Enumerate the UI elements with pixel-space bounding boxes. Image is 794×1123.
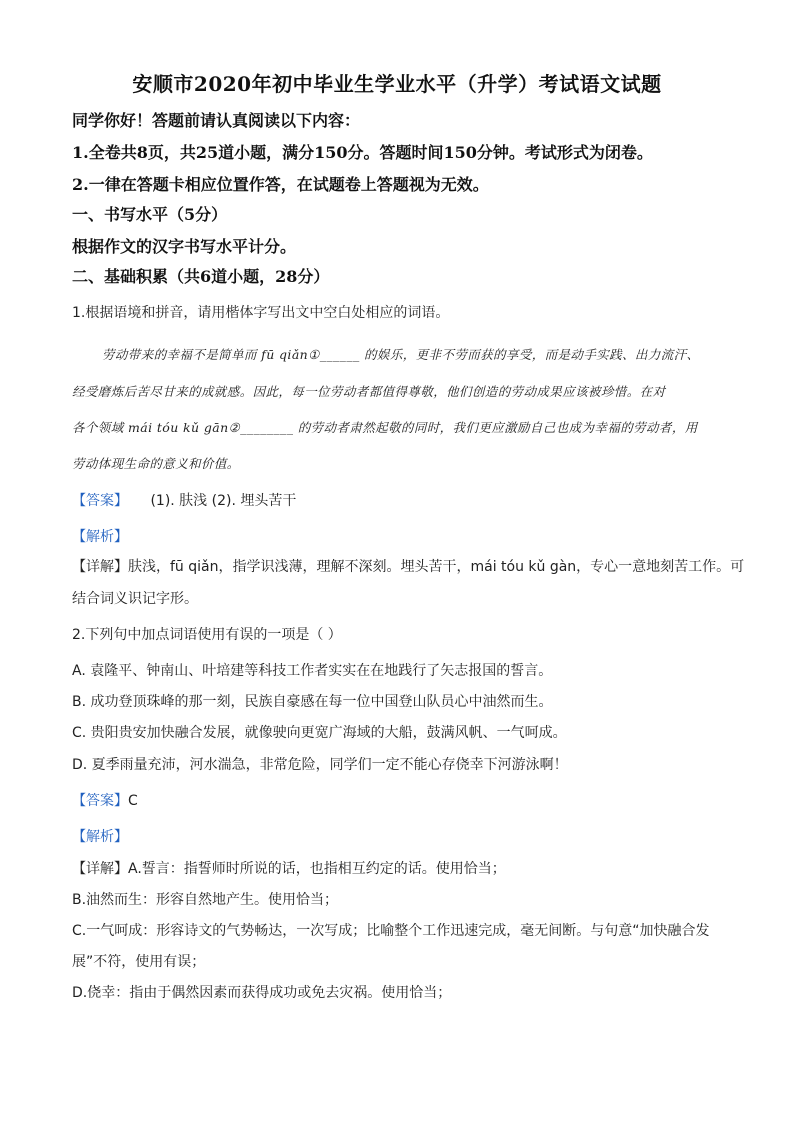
section-1-text: 根据作文的汉字书写水平计分。: [72, 237, 297, 256]
passage-line-3-a: 各个领域 mái tóu kǔ gān②: [72, 420, 241, 435]
passage-line-2: 经受磨炼后苦尽甘来的成就感。因此，每一位劳动者都值得尊敬，他们创造的劳动成果应该被珍惜。在对: [72, 384, 666, 399]
question-1-detail-line-2: 结合词义识记字形。: [72, 591, 198, 607]
passage-line-3-c: 的劳动者肃然起敬的同时，我们更应激励自己也成为幸福的劳动者，用: [293, 420, 698, 435]
answer-text: (1). 肤浅 (2). 埋头苦干: [150, 493, 297, 509]
passage-line-3: [72, 418, 698, 436]
intro-rule-1: 1.全卷共8页，共25道小题，满分150分。答题时间150分钟。考试形式为闭卷。: [72, 143, 653, 162]
answer-label: 【答案】: [72, 493, 128, 509]
question-2-option-d: D. 夏季雨量充沛，河水湍急，非常危险，同学们一定不能心存侥幸下河游泳啊！: [72, 757, 568, 773]
analysis-label: 【解析】: [72, 529, 128, 545]
question-1-detail-line-1: 【详解】肤浅，fū qiǎn，指学识浅薄，理解不深刻。埋头苦干，mái tóu kǔ gàn，专心一意地刻苦工作。可: [72, 559, 745, 575]
answer-text: C: [128, 793, 138, 809]
question-1-answer: [72, 490, 296, 510]
section-1-heading: 一、书写水平（5分）: [72, 205, 228, 224]
passage-line-1: [102, 345, 699, 363]
passage-line-1-a: 劳动带来的幸福不是简单而 fū qiǎn①: [102, 347, 320, 362]
question-2-detail-d: D.侥幸：指由于偶然因素而获得成功或免去灾祸。使用恰当；: [72, 985, 452, 1001]
answer-label: 【答案】: [72, 793, 128, 809]
question-2-detail-b: B.油然而生：形容自然地产生。使用恰当；: [72, 892, 339, 908]
page-title: 安顺市2020年初中毕业生学业水平（升学）考试语文试题: [132, 72, 662, 96]
blank-1: ______: [319, 347, 360, 362]
passage-line-1-c: 的娱乐，更非不劳而获的享受，而是动手实践、出力流汗、: [359, 347, 700, 362]
question-2-detail-c-line-1: C.一气呵成：形容诗文的气势畅达，一次写成；比喻整个工作迅速完成，毫无间断。与句意“加快融合发: [72, 923, 710, 939]
intro-rule-2: 2.一律在答题卡相应位置作答，在试题卷上答题视为无效。: [72, 175, 489, 194]
question-2-option-a: A. 袁隆平、钟南山、叶培建等科技工作者实实在在地践行了矢志报国的誓言。: [72, 663, 553, 679]
question-2-stem: 2.下列句中加点词语使用有误的一项是（ ）: [72, 627, 342, 643]
question-2-detail-a: 【详解】A.誓言：指誓师时所说的话，也指相互约定的话。使用恰当；: [72, 861, 506, 877]
section-2-heading: 二、基础积累（共6道小题，28分）: [72, 267, 330, 286]
intro-greeting: 同学你好！答题前请认真阅读以下内容：: [72, 111, 361, 130]
blank-2: ________: [240, 420, 294, 435]
question-2-option-c: C. 贵阳贵安加快融合发展，就像驶向更宽广海域的大船，鼓满风帆、一气呵成。: [72, 725, 567, 741]
question-2-option-b: B. 成功登顶珠峰的那一刻，民族自豪感在每一位中国登山队员心中油然而生。: [72, 694, 553, 710]
question-1-stem: 1.根据语境和拼音，请用楷体字写出文中空白处相应的词语。: [72, 305, 450, 321]
question-2-answer: [72, 790, 138, 810]
passage-line-4: 劳动体现生命的意义和价值。: [72, 456, 240, 471]
analysis-label: 【解析】: [72, 829, 128, 845]
question-2-detail-c-line-2: 展”不符，使用有误；: [72, 954, 206, 970]
